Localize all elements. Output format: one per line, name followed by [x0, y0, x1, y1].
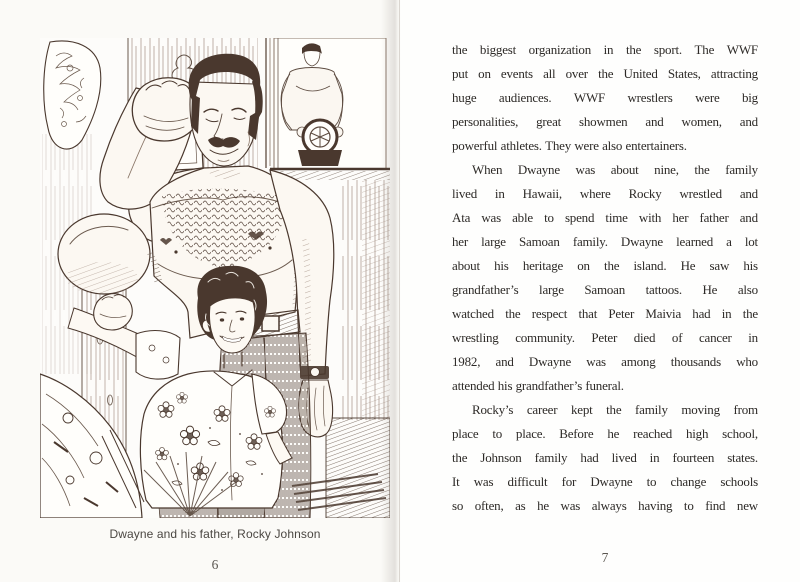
right-page-number: 7: [601, 550, 609, 565]
left-page: [0, 0, 399, 582]
text-line: the biggest organization in the sport. The WWF: [452, 42, 758, 57]
text-line: about his heritage on the island. He saw his: [452, 258, 758, 273]
text-line: Rocky’s career kept the family moving from: [472, 402, 758, 417]
wrestling-poster: [270, 38, 390, 180]
illustration: [40, 38, 390, 541]
right-page: [399, 0, 800, 582]
text-line: grandfather’s large Samoan tattoos. He also: [452, 282, 758, 297]
text-line: so often, as he was always having to find new: [452, 498, 758, 513]
text-line: It was difficult for Dwayne to change schools: [452, 474, 758, 489]
text-line: 1982, and Dwayne was among thousands who: [452, 354, 758, 369]
text-line: wrestling community. Peter died of cancer in: [452, 330, 758, 345]
text-line: Ata was able to spend time with her father and: [452, 210, 758, 225]
text-line: powerful athletes. They were also entertainers.: [452, 138, 687, 153]
text-line: personalities, great showmen and women, and: [452, 114, 758, 129]
body-text: [452, 38, 758, 518]
text-line: When Dwayne was about nine, the family: [472, 162, 758, 177]
text-line: her large Samoan family. Dwayne learned a lot: [452, 234, 758, 249]
illustration-drawing: [40, 38, 390, 518]
text-line: watched the respect that Peter Maivia had in the: [452, 306, 758, 321]
text-line: place to place. Before he reached high school,: [452, 426, 758, 441]
text-line: the Johnson family had lived in fourteen states.: [452, 450, 758, 465]
text-line: put on events all over the United States, attracting: [452, 66, 758, 81]
text-line: huge audiences. WWF wrestlers were big: [452, 90, 758, 105]
illustration-caption: Dwayne and his father, Rocky Johnson: [109, 527, 321, 541]
text-line: attended his grandfather’s funeral.: [452, 378, 624, 393]
left-page-number: 6: [211, 557, 219, 572]
text-line: lived in Hawaii, where Rocky wrestled and: [452, 186, 758, 201]
